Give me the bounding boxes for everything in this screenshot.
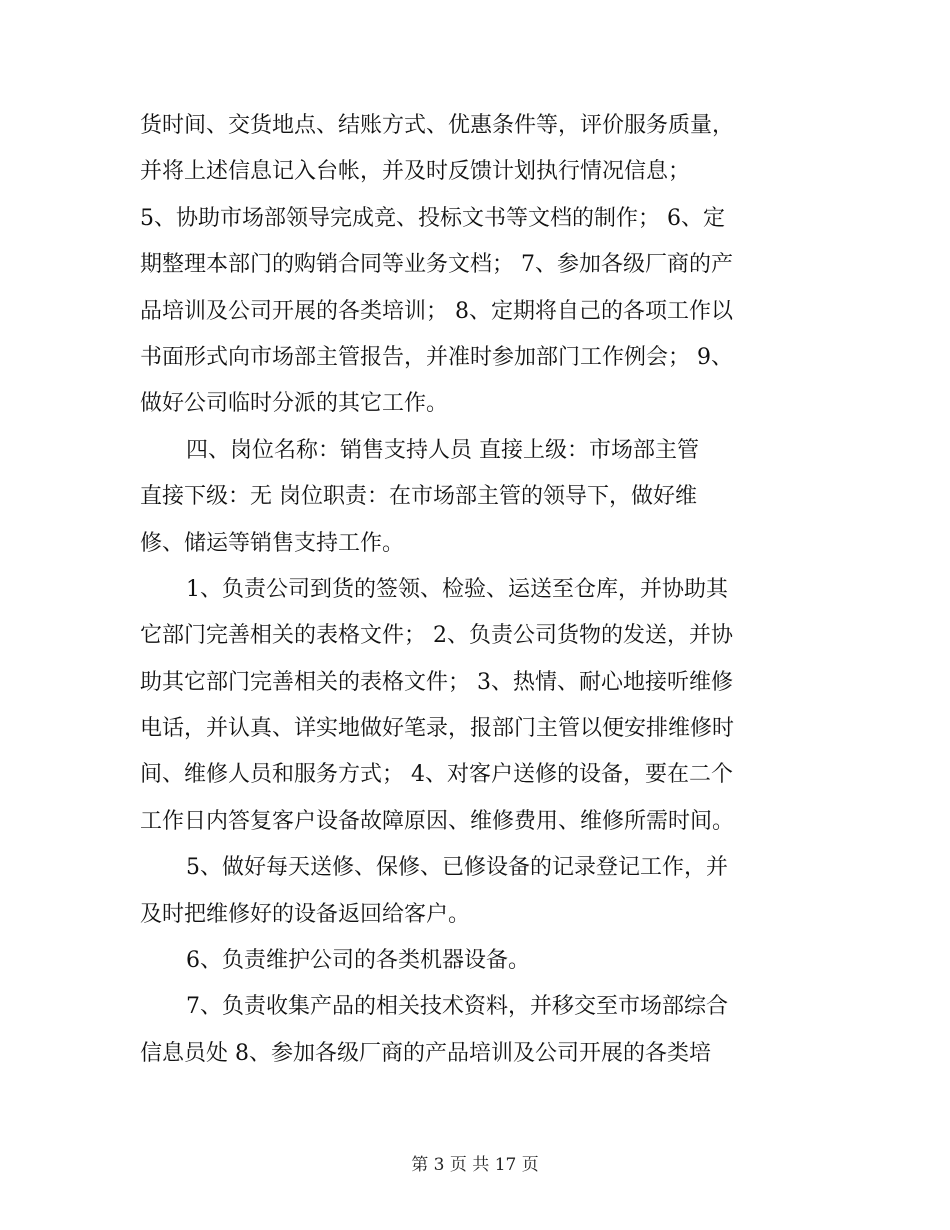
text-line: 品培训及公司开展的各类培训； 8、定期将自己的各项工作以 [140, 298, 733, 324]
text-line: 工作日内答复客户设备故障原因、维修费用、维修所需时间。 [140, 808, 735, 834]
text-line: 助其它部门完善相关的表格文件； 3、热情、耐心地接听维修 [140, 669, 733, 695]
text-line: 书面形式向市场部主管报告，并准时参加部门工作例会； 9、 [140, 344, 733, 370]
text-line: 直接下级：无 岗位职责：在市场部主管的领导下，做好维 [140, 484, 697, 510]
text-line: 做好公司临时分派的其它工作。 [140, 391, 449, 417]
paragraph-start-line: 1、负责公司到货的签领、检验、运送至仓库，并协助其 [186, 576, 728, 602]
document-body [140, 103, 820, 1077]
paragraph-start-line: 5、做好每天送修、保修、已修设备的记录登记工作，并 [186, 855, 728, 881]
text-line: 5、协助市场部领导完成竞、投标文书等文档的制作； 6、定 [140, 205, 725, 231]
paragraph-start-line: 7、负责收集产品的相关技术资料，并移交至市场部综合 [186, 994, 728, 1020]
text-line: 电话，并认真、详实地做好笔录，报部门主管以便安排维修时 [140, 716, 735, 742]
text-line: 修、储运等销售支持工作。 [140, 530, 405, 556]
paragraph-start-line: 6、负责维护公司的各类机器设备。 [186, 948, 530, 974]
text-line: 并将上述信息记入台帐，并及时反馈计划执行情况信息； [140, 159, 691, 185]
page-number-footer: 第 3 页 共 17 页 [411, 1155, 539, 1175]
section-heading-line: 四、岗位名称：销售支持人员 直接上级：市场部主管 [186, 437, 699, 463]
text-line: 它部门完善相关的表格文件； 2、负责公司货物的发送，并协 [140, 623, 733, 649]
text-line: 信息员处 8、参加各级厂商的产品培训及公司开展的各类培 [140, 1040, 711, 1066]
text-line: 货时间、交货地点、结账方式、优惠条件等，评价服务质量， [140, 113, 735, 138]
text-line: 间、维修人员和服务方式； 4、对客户送修的设备，要在二个 [140, 762, 733, 788]
text-line: 及时把维修好的设备返回给客户。 [140, 901, 471, 927]
text-line: 期整理本部门的购销合同等业务文档； 7、参加各级厂商的产 [140, 252, 733, 278]
